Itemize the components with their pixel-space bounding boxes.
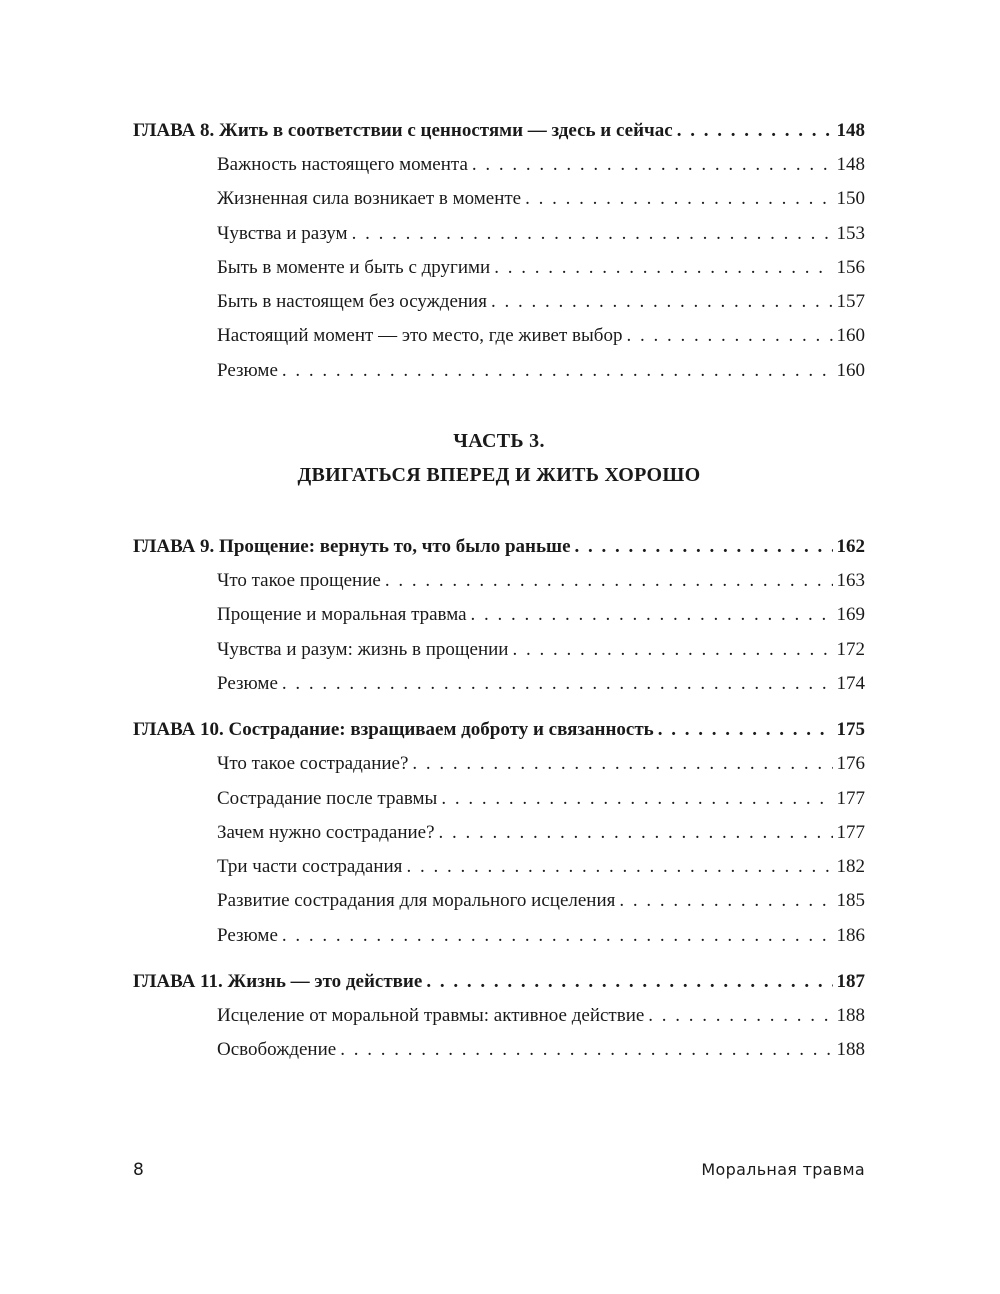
toc-entry-title: ГЛАВА 8. Жить в соответствии с ценностями — здесь и сейчас [133,120,673,141]
toc-chapter-entry [133,114,865,148]
dot-leader [426,965,832,999]
toc-entry-title: Развитие сострадания для морального исцеления [217,890,616,912]
dot-leader [441,782,832,816]
toc-chapter-entry [133,530,865,564]
toc-section-entry [133,182,865,216]
dot-leader [282,667,833,701]
dot-leader [619,884,832,918]
toc-entry-page: 162 [836,536,865,558]
toc-entry-title: Быть в моменте и быть с другими [217,256,491,278]
toc-entry-title: Что такое прощение [217,570,381,592]
dot-leader [472,148,833,182]
toc-group-part-3 [133,530,865,1068]
toc-section-entry [133,782,865,816]
toc-section-entry [133,354,865,388]
toc-entry-title: Чувства и разум [217,222,348,244]
page-number: 8 [133,1160,144,1180]
toc-entry-title: Исцеление от моральной травмы: активное действие [217,1005,645,1027]
toc-entry-title: Настоящий момент — это место, где живет выбор [217,325,623,347]
toc-section-entry [133,747,865,781]
toc-entry-title: Резюме [217,924,278,946]
toc-entry-title: Жизненная сила возникает в моменте [217,188,522,210]
table-of-contents [133,114,865,1068]
dot-leader [412,747,832,781]
toc-entry-title: Освобождение [217,1039,337,1061]
dot-leader [648,999,832,1033]
toc-section-entry [133,217,865,251]
toc-entry-page: 188 [836,1005,865,1027]
toc-entry-page: 186 [836,924,865,946]
toc-entry-title: ГЛАВА 10. Сострадание: взращиваем доброту и связанность [133,719,654,741]
part-title: ДВИГАТЬСЯ ВПЕРЕД И ЖИТЬ ХОРОШО [297,464,701,487]
toc-entry-page: 185 [836,890,865,912]
toc-entry-page: 175 [836,719,865,741]
dot-leader [406,850,832,884]
toc-entry-page: 182 [836,856,865,878]
toc-entry-page: 172 [836,638,865,660]
dot-leader [658,713,833,747]
toc-entry-page: 160 [836,325,865,347]
dot-leader [385,564,833,598]
toc-entry-page: 177 [836,821,865,843]
toc-section-entry [133,598,865,632]
dot-leader [626,319,832,353]
dot-leader [352,217,833,251]
toc-section-entry [133,1033,865,1067]
dot-leader [340,1033,832,1067]
toc-section-entry [133,251,865,285]
toc-entry-title: Важность настоящего момента [217,154,468,175]
toc-entry-page: 150 [836,188,865,210]
dot-leader [575,530,833,564]
toc-entry-title: ГЛАВА 9. Прощение: вернуть то, что было раньше [133,536,571,558]
toc-section-entry [133,148,865,182]
toc-chapter-entry [133,965,865,999]
part-heading [133,424,865,492]
toc-entry-page: 148 [836,154,865,175]
toc-entry-title: ГЛАВА 11. Жизнь — это действие [133,971,423,993]
toc-entry-page: 174 [836,672,865,694]
toc-section-entry [133,884,865,918]
toc-section-entry [133,564,865,598]
part-number: ЧАСТЬ 3. [453,430,545,453]
toc-entry-page: 156 [836,256,865,278]
toc-section-entry [133,999,865,1033]
dot-leader [471,598,833,632]
toc-section-entry [133,633,865,667]
dot-leader [494,251,832,285]
toc-section-entry [133,285,865,319]
dot-leader [512,633,832,667]
dot-leader [525,182,832,216]
toc-entry-page: 187 [836,971,865,993]
dot-leader [282,919,833,953]
toc-entry-page: 176 [836,753,865,775]
toc-section-entry [133,919,865,953]
toc-entry-page: 160 [836,359,865,381]
toc-entry-page: 177 [836,787,865,809]
toc-chapter-entry [133,713,865,747]
toc-entry-page: 163 [836,570,865,592]
toc-entry-title: Резюме [217,672,278,694]
toc-entry-title: Резюме [217,359,278,381]
toc-entry-page: 153 [836,222,865,244]
toc-entry-title: Три части сострадания [217,856,403,878]
dot-leader [282,354,833,388]
toc-entry-title: Сострадание после травмы [217,787,438,809]
toc-entry-title: Что такое сострадание? [217,753,409,775]
dot-leader [491,285,833,319]
toc-entry-title: Чувства и разум: жизнь в прощении [217,638,509,660]
toc-section-entry [133,667,865,701]
toc-entry-title: Прощение и моральная травма [217,604,467,626]
toc-entry-page: 188 [836,1039,865,1061]
toc-entry-title: Быть в настоящем без осуждения [217,291,487,313]
toc-section-entry [133,319,865,353]
toc-entry-page: 157 [836,291,865,313]
toc-entry-title: Зачем нужно сострадание? [217,821,435,843]
toc-entry-page: 169 [836,604,865,626]
toc-group-chapter-8 [133,114,865,388]
toc-section-entry [133,816,865,850]
dot-leader [677,114,833,148]
running-footer-title: Моральная травма [701,1160,865,1179]
toc-entry-page: 148 [836,120,865,141]
toc-section-entry [133,850,865,884]
dot-leader [439,816,833,850]
